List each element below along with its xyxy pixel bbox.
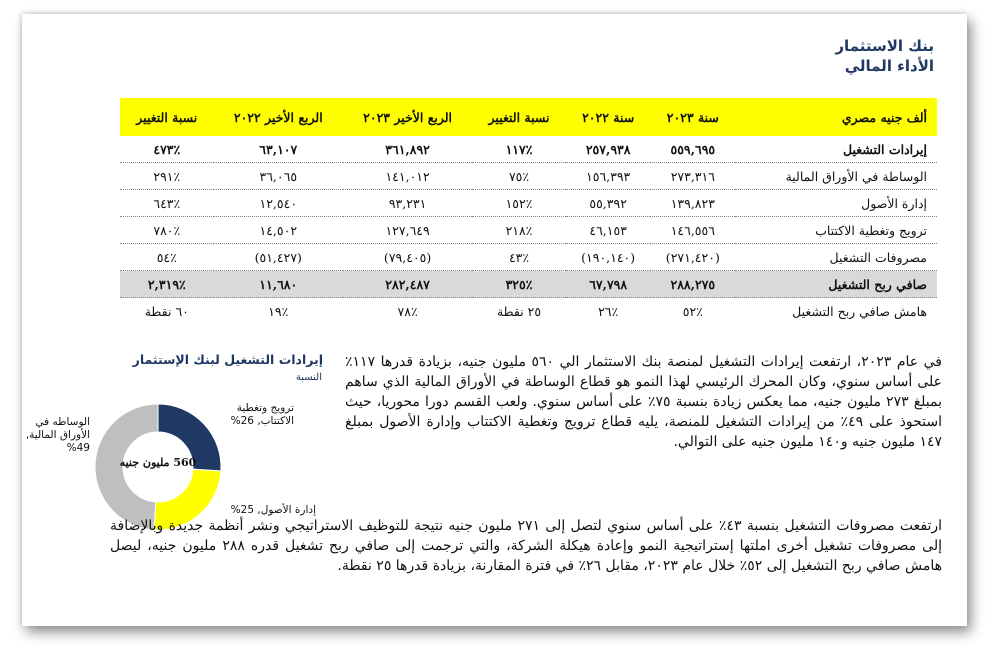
table-cell: ١٤,٥٠٢ bbox=[214, 217, 343, 244]
column-header: سنة ٢٠٢٣ bbox=[650, 98, 735, 136]
table-cell: ٪٤٧٣ bbox=[120, 136, 214, 163]
chart-subtitle: النسبة bbox=[295, 372, 322, 383]
column-header: الربع الأخير ٢٠٢٢ bbox=[214, 98, 343, 136]
table-cell: مصروفات التشغيل bbox=[735, 244, 937, 271]
table-cell: ٩٣,٢٣١ bbox=[343, 190, 472, 217]
table-cell: ٥٥٩,٦٩٥ bbox=[650, 136, 735, 163]
chart-center-label: 560 مليون جنيه bbox=[119, 456, 197, 469]
chart-label-underwriting: ترويج وتغطية الاكتتاب, 26% bbox=[230, 402, 294, 427]
table-cell: ٪٥٢ bbox=[682, 303, 703, 319]
table-cell: إدارة الأصول bbox=[735, 190, 937, 217]
paragraph-expenses: ارتفعت مصروفات التشغيل بنسبة ٤٣٪ على أساس سنوي لتصل إلى ٢٧١ مليون جنيه نتيجة للتوظيف الاستراتيجي ونشر أنظمة جديدة وبالإضافة إلى مصروفات تشغيل أخرى املتها إستراتيجية النمو وإعادة هيكلة الشركة، والتي ترجمت إلى صافي ربح تشغيل قدره ٢٨٨ مليون جنيه، ليصل هامش صافي ربح التشغيل إلى ٥٢٪ خلال عام ٢٠٢٣، مقابل ٢٦٪ في فترة المقارنة، بزيادة قدرها ٢٥ نقطة. bbox=[110, 518, 943, 574]
table-cell: ٪١١٧ bbox=[472, 136, 566, 163]
table-cell: ٣٦,٠٦٥ bbox=[214, 163, 343, 190]
table-cell: ٦٧,٧٩٨ bbox=[566, 271, 651, 298]
table-cell: ٦٠ نقطة bbox=[144, 303, 189, 319]
table-cell: (١٩٠,١٤٠) bbox=[566, 244, 651, 271]
table-cell: ٪٣٢٥ bbox=[472, 271, 566, 298]
table-cell: ٪٧٨٠ bbox=[120, 217, 214, 244]
table-cell: ٤٦,١٥٣ bbox=[566, 217, 651, 244]
page-subtitle: الأداء المالي bbox=[844, 57, 934, 75]
column-header: سنة ٢٠٢٢ bbox=[566, 98, 651, 136]
table-cell: ٪٥٤ bbox=[120, 244, 214, 271]
table-cell: ٢٥ نقطة bbox=[496, 303, 542, 319]
table-cell: ٥٥,٣٩٢ bbox=[566, 190, 651, 217]
table-cell: صافي ربح التشغيل bbox=[735, 271, 937, 298]
table-cell: ١٣٩,٨٢٣ bbox=[650, 190, 735, 217]
table-cell: ١٤١,٠١٢ bbox=[343, 163, 472, 190]
table-cell: ٦٣,١٠٧ bbox=[214, 136, 343, 163]
table-cell: ٢٧٣,٣١٦ bbox=[650, 163, 735, 190]
chart-label-asset-management: إدارة الأصول, 25% bbox=[230, 504, 316, 516]
table-cell: ٪٤٣ bbox=[472, 244, 566, 271]
chart-label-brokerage: الوساطه في الأوراق المالية, 49% bbox=[25, 416, 90, 454]
table-cell: ٢٨٨,٢٧٥ bbox=[650, 271, 735, 298]
table-cell: ١٢٧,٦٤٩ bbox=[343, 217, 472, 244]
column-header: نسبة التغيير bbox=[120, 98, 214, 136]
table-cell: (٧٩,٤٠٥) bbox=[343, 244, 472, 271]
table-cell: ٪٧٥ bbox=[472, 163, 566, 190]
table-cell: ٪٧٨ bbox=[397, 303, 418, 319]
table-cell: إيرادات التشغيل bbox=[735, 136, 937, 163]
paragraph-revenue: في عام ٢٠٢٣، ارتفعت إيرادات التشغيل لمنصة بنك الاستثمار الي ٥٦٠ مليون جنيه، بزيادة قدرها ١١٧٪ على أساس سنوي، وكان المحرك الرئيسي لهذا النمو هو قطاع الوساطة في الأوراق المالية الذي ساهم بمبلغ ٢٧٣ مليون جنيه، مما يعكس زيادة بنسبة ٧٥٪ على أساس سنوي. ولعب القسم دورا محوريا، حيث استحوذ على ٤٩٪ من إيرادات التشغيل للمنصة، يليه قطاع ترويج وتغطية الاكتتاب وإدارة الأصول بمبلغ ١٤٧ مليون جنيه و١٤٠ مليون جنيه على التوالي. bbox=[345, 354, 943, 450]
table-cell: هامش صافي ربح التشغيل bbox=[792, 303, 927, 319]
table-cell: ٪٢,٣١٩ bbox=[120, 271, 214, 298]
table-cell: ٪١٩ bbox=[268, 303, 289, 319]
table-cell: الوساطة في الأوراق المالية bbox=[735, 163, 937, 190]
table-cell: ١٢,٥٤٠ bbox=[214, 190, 343, 217]
column-header: ألف جنيه مصري bbox=[735, 98, 937, 136]
table-cell: ٢٥٧,٩٣٨ bbox=[566, 136, 651, 163]
chart-title: إيرادات التشغيل لبنك الإستثمار bbox=[132, 352, 323, 367]
table-cell: ٪٢٩١ bbox=[120, 163, 214, 190]
table-cell: ٢٨٢,٤٨٧ bbox=[343, 271, 472, 298]
table-cell: ١١,٦٨٠ bbox=[214, 271, 343, 298]
table-cell: ١٥٦,٣٩٣ bbox=[566, 163, 651, 190]
table-cell: ١٤٦,٥٥٦ bbox=[650, 217, 735, 244]
table-cell: (٥١,٤٢٧) bbox=[214, 244, 343, 271]
table-cell: ٣٦١,٨٩٢ bbox=[343, 136, 472, 163]
table-cell: ٪٢١٨ bbox=[472, 217, 566, 244]
table-cell: ترويج وتغطية الاكتتاب bbox=[735, 217, 937, 244]
table-cell: ٪٦٤٣ bbox=[120, 190, 214, 217]
column-header: نسبة التغيير bbox=[472, 98, 566, 136]
table-cell: ٪٢٦ bbox=[598, 303, 619, 319]
table-cell: (٢٧١,٤٢٠) bbox=[650, 244, 735, 271]
column-header: الربع الأخير ٢٠٢٣ bbox=[343, 98, 472, 136]
table-cell: ٪١٥٢ bbox=[472, 190, 566, 217]
page-title: بنك الاستثمار bbox=[835, 37, 934, 55]
